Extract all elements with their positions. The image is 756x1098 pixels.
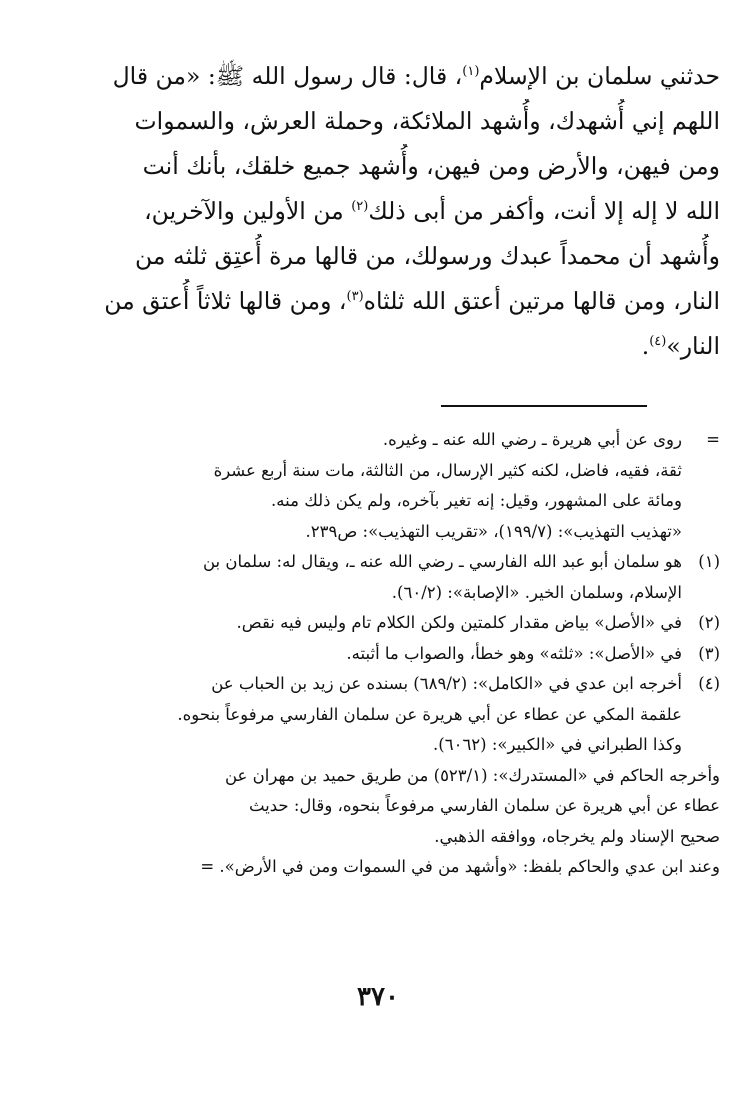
footnote-line: ومائة على المشهور، وقيل: إنه تغير بآخره، ولم يكن ذلك منه. (271, 491, 682, 510)
footnote-line: «تهذيب التهذيب»: (١٩٩/٧)، «تقريب التهذيب»: ص٢٣٩. (305, 521, 682, 541)
footnote-line: في «الأصل» بياض مقدار كلمتين ولكن الكلام تام وليس فيه نقص. (236, 613, 682, 632)
hadith-text (40, 54, 720, 369)
hadith-line: اللهم إني أُشهدك، وأُشهد الملائكة، وحملة العرش، والسموات (134, 107, 720, 135)
footnote-marker: (٤) (698, 674, 720, 693)
footnote-4 (40, 669, 720, 761)
footnote-line: صحيح الإسناد ولم يخرجاه، ووافقه الذهبي. (434, 826, 720, 846)
footnote-body (40, 547, 682, 608)
hadith-line: ومن فيهن، والأرض ومن فيهن، وأُشهد جميع خلقك، بأنك أنت (142, 152, 720, 180)
footnote-line: الإسلام، وسلمان الخير. «الإصابة»: (٦٠/٢). (391, 582, 682, 602)
footnote-body (40, 669, 682, 761)
footnote-line: علقمة المكي عن عطاء عن أبي هريرة عن سلمان الفارسي مرفوعاً بنحوه. (177, 704, 682, 724)
footnote-line: وكذا الطبراني في «الكبير»: (٦٠٦٢). (433, 735, 682, 754)
footnote-line: وعند ابن عدي والحاكم بلفظ: «وأشهد من في السموات ومن في الأرض». = (200, 857, 720, 876)
footnote-ref-3[interactable]: (٣) (346, 289, 364, 305)
footnote-line: هو سلمان أبو عبد الله الفارسي ـ رضي الله عنه ـ، ويقال له: سلمان بن (202, 552, 682, 571)
footnote-ref-1[interactable]: (١) (462, 64, 480, 80)
footnote-body (40, 761, 720, 883)
hadith-line: الله لا إله إلا أنت، وأكفر من أبى ذلك$^{(٢)}$ من الأولين والآخرين، (144, 197, 720, 225)
footnote-line: في «الأصل»: «ثلثه» وهو خطأ، والصواب ما أثبته. (346, 643, 682, 663)
footnote-marker: (١) (698, 552, 720, 571)
footnote-1 (40, 547, 720, 608)
hadith-line: النار، ومن قالها مرتين أعتق الله ثلثاه$^{(٣)}$، ومن قالها ثلاثاً أُعتق من (104, 287, 720, 315)
footnote-body (40, 608, 682, 639)
footnote-2 (40, 608, 720, 639)
footnote-marker: (٢) (698, 613, 720, 632)
footnote-line: أخرجه ابن عدي في «الكامل»: (٦٨٩/٢) بسنده عن زيد بن الحباب عن (211, 674, 682, 693)
page-number: ٣٧٠ (357, 982, 399, 1012)
footnote-ref-2[interactable]: (٢) (351, 199, 369, 215)
footnote-line: عطاء عن أبي هريرة عن سلمان الفارسي مرفوعاً بنحوه، وقال: حديث (248, 796, 720, 815)
hadith-line: النار»$^{(٤)}$. (641, 332, 720, 360)
footnote-4-continued (40, 761, 720, 883)
footnote-ref-4[interactable]: (٤) (649, 334, 667, 350)
footnote-body (40, 425, 682, 547)
footnote-line: وأخرجه الحاكم في «المستدرك»: (٥٢٣/١) من طريق حميد بن مهران عن (224, 765, 720, 785)
footnote-marker: = (706, 430, 720, 449)
footnote-line: روى عن أبي هريرة ـ رضي الله عنه ـ وغيره. (382, 430, 682, 449)
footnote-continued (40, 425, 720, 547)
footnote-body (40, 639, 682, 670)
footnote-3 (40, 639, 720, 670)
footnote-line: ثقة، فقيه، فاضل، لكنه كثير الإرسال، من الثالثة، مات سنة أربع عشرة (213, 460, 682, 480)
hadith-line: وأُشهد أن محمداً عبدك ورسولك، من قالها مرة أُعتِق ثلثه من (135, 242, 720, 270)
hadith-line: حدثني سلمان بن الإسلام$^{(١)}$، قال: قال رسول الله ﷺ: «من قال (112, 62, 720, 90)
footnote-separator (441, 405, 647, 407)
footnotes-section (40, 425, 720, 883)
footnote-marker: (٣) (698, 643, 720, 663)
